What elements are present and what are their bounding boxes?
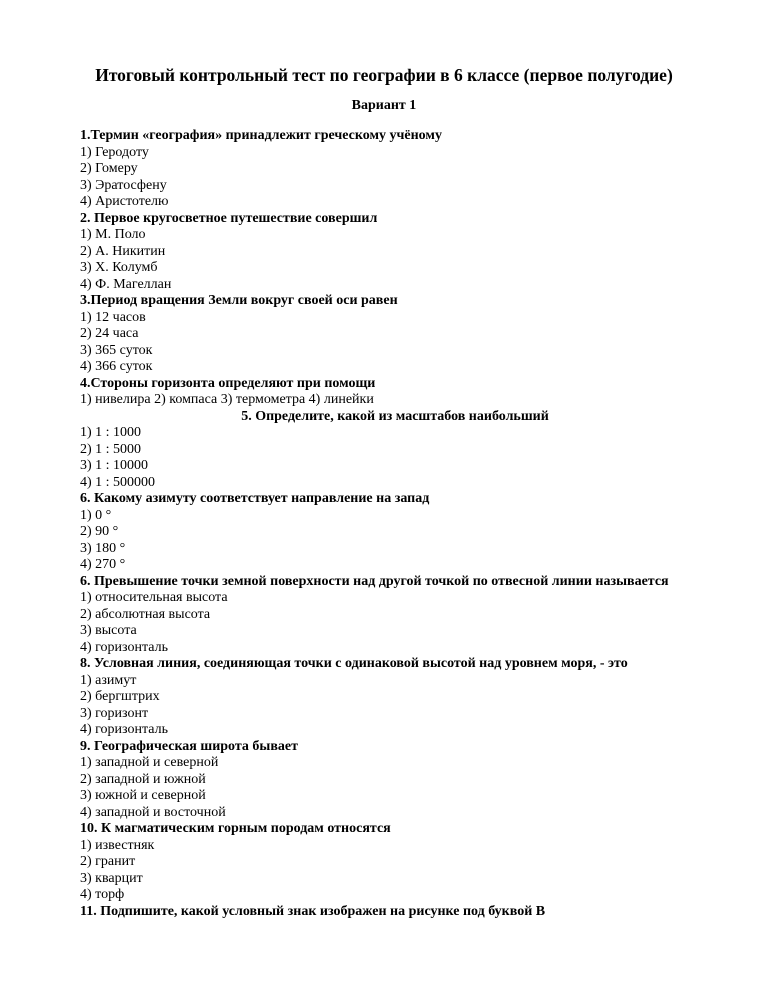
question-3-text: 3.Период вращения Земли вокруг своей оси равен [80, 293, 398, 308]
question-10-text: 10. К магматическим горным породам относятся [80, 821, 391, 836]
question-8-option-3: 3) горизонт [80, 705, 149, 721]
question-9-option-1: 1) западной и северной [80, 755, 219, 770]
question-3-option-2: 2) 24 часа [80, 326, 139, 341]
question-6b-option-4: 4) горизонталь [80, 639, 168, 655]
question-1-option-2: 2) Гомеру [80, 161, 138, 176]
question-5-text: 5. Определите, какой из масштабов наибольший [241, 408, 549, 424]
question-2-option-4: 4) Ф. Магеллан [80, 276, 172, 292]
question-6b-option-3: 3) высота [80, 623, 137, 638]
question-6a-option-2: 2) 90 ° [80, 524, 119, 539]
question-10-option-4: 4) торф [80, 887, 125, 902]
question-10-option-1: 1) известняк [80, 837, 155, 853]
question-5-option-1: 1) 1 : 1000 [80, 425, 142, 440]
question-6a-option-1: 1) 0 ° [80, 507, 112, 523]
question-8-option-1: 1) азимут [80, 672, 137, 688]
question-11-text: 11. Подпишите, какой условный знак изображен на рисунке под буквой В [80, 903, 546, 919]
variant-heading: Вариант 1 [351, 98, 417, 113]
question-6b-option-2: 2) абсолютная высота [80, 606, 211, 622]
question-2-text: 2. Первое кругосветное путешествие совершил [80, 210, 378, 226]
question-6a-text: 6. Какому азимуту соответствует направление на запад [80, 491, 430, 506]
question-2-option-1: 1) М. Поло [80, 227, 146, 242]
question-4-text: 4.Стороны горизонта определяют при помощи [80, 375, 376, 391]
question-10-option-3: 3) кварцит [80, 870, 143, 886]
question-8-option-4: 4) горизонталь [80, 722, 168, 737]
question-2-option-3: 3) Х. Колумб [80, 260, 158, 275]
question-5-option-4: 4) 1 : 500000 [80, 474, 156, 490]
questions-list [80, 128, 710, 920]
question-3-option-4: 4) 366 суток [80, 359, 153, 374]
question-6b-text: 6. Превышение точки земной поверхности над другой точкой по отвесной линии называется [80, 573, 669, 589]
question-9-option-3: 3) южной и северной [80, 788, 206, 803]
document-title: Итоговый контрольный тест по географии в 6 классе (первое полугодие) [95, 65, 673, 85]
question-1-option-1: 1) Геродоту [80, 144, 149, 160]
question-1-option-4: 4) Аристотелю [80, 194, 169, 209]
question-4-options-inline: 1) нивелира 2) компаса 3) термометра 4) линейки [80, 392, 374, 407]
question-2-option-2: 2) А. Никитин [80, 243, 166, 259]
question-1-text: 1.Термин «география» принадлежит греческому учёному [80, 128, 442, 143]
question-6b-option-1: 1) относительная высота [80, 590, 228, 605]
question-5-option-3: 3) 1 : 10000 [80, 458, 149, 473]
question-6a-option-4: 4) 270 ° [80, 557, 126, 572]
question-9-option-4: 4) западной и восточной [80, 804, 226, 820]
question-5-option-2: 2) 1 : 5000 [80, 441, 142, 457]
question-3-option-1: 1) 12 часов [80, 309, 146, 325]
question-8-option-2: 2) бергштрих [80, 689, 160, 704]
question-9-text: 9. Географическая широта бывает [80, 738, 298, 754]
question-1-option-3: 3) Эратосфену [80, 177, 167, 193]
question-6a-option-3: 3) 180 ° [80, 540, 126, 556]
question-8-text: 8. Условная линия, соединяющая точки с одинаковой высотой над уровнем моря, - это [80, 656, 628, 671]
question-3-option-3: 3) 365 суток [80, 342, 153, 358]
question-9-option-2: 2) западной и южной [80, 771, 206, 787]
question-10-option-2: 2) гранит [80, 854, 136, 869]
